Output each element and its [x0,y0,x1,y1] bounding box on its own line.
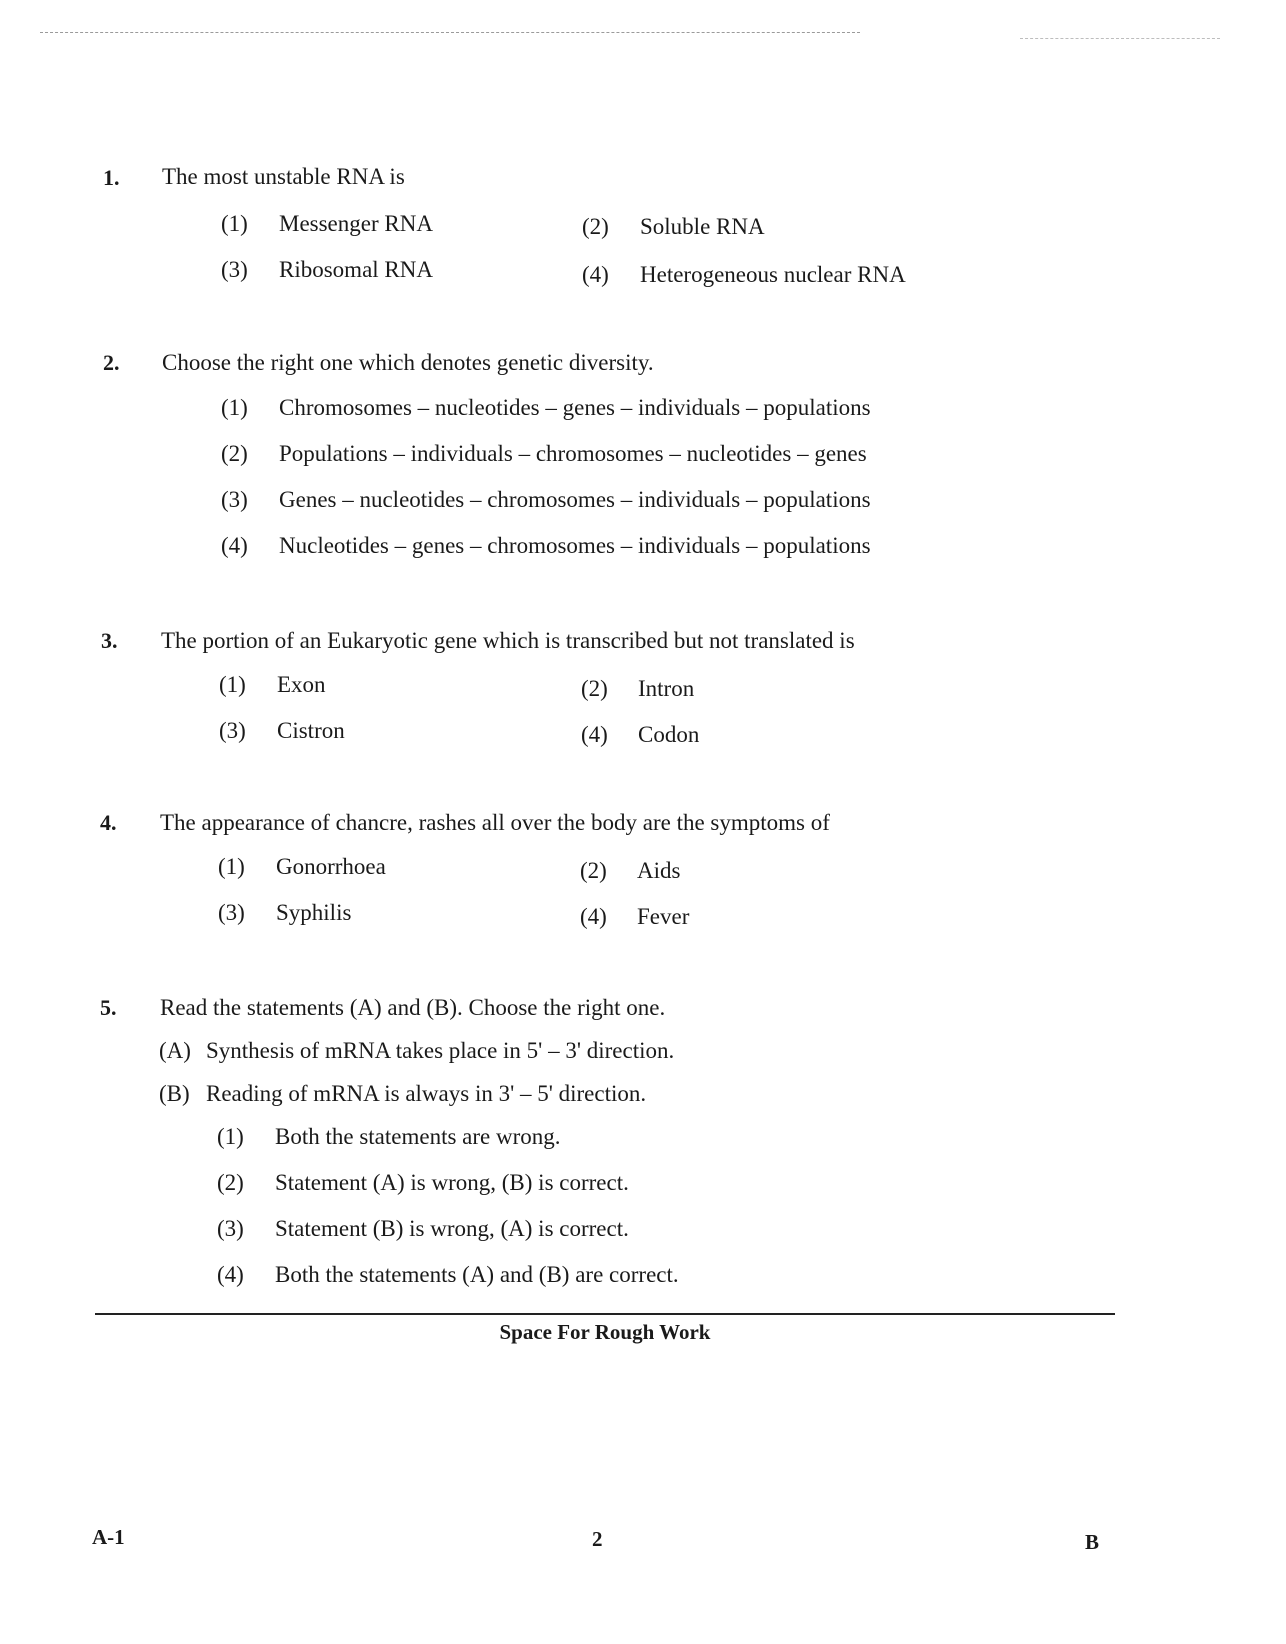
option-text: Statement (B) is wrong, (A) is correct. [275,1216,629,1241]
footer-code: A-1 [92,1525,125,1549]
option-number: (1) [218,854,245,879]
question-number: 1. [103,165,120,190]
option-number: (3) [219,718,246,743]
statement-text: Synthesis of mRNA takes place in 5' – 3' direction. [206,1038,675,1063]
option-text: Chromosomes – nucleotides – genes – individuals – populations [279,395,871,420]
question-text: Read the statements (A) and (B). Choose the right one. [160,995,666,1020]
option-text: Messenger RNA [279,211,433,236]
statement-label: (B) [159,1081,190,1106]
question-text: The appearance of chancre, rashes all over the body are the symptoms of [160,810,830,835]
option-text: Exon [277,672,326,697]
option-text: Populations – individuals – chromosomes – nucleotides – genes [279,441,867,466]
question-number: 5. [100,995,117,1020]
option-text: Syphilis [276,900,352,925]
option-number: (3) [221,487,248,512]
option-number: (4) [581,722,608,747]
option-number: (4) [221,533,248,558]
option-number: (1) [219,672,246,697]
option-number: (3) [217,1216,244,1241]
rough-work-heading: Space For Rough Work [499,1320,711,1344]
option-number: (3) [218,900,245,925]
option-number: (4) [217,1262,244,1287]
option-text: Heterogeneous nuclear RNA [640,262,906,287]
question-text: Choose the right one which denotes genetic diversity. [162,350,654,375]
booklet-series: B [1085,1530,1100,1554]
option-number: (3) [221,257,248,282]
question-text: The portion of an Eukaryotic gene which is transcribed but not translated is [161,628,855,653]
scan-artifact-line [40,32,860,33]
option-number: (1) [221,395,248,420]
option-number: (4) [582,262,609,287]
page-number: 2 [592,1527,603,1551]
option-text: Soluble RNA [640,214,765,239]
option-text: Both the statements are wrong. [275,1124,561,1149]
option-number: (2) [581,676,608,701]
option-number: (2) [582,214,609,239]
question-number: 2. [103,350,120,375]
option-number: (1) [217,1124,244,1149]
option-text: Nucleotides – genes – chromosomes – individuals – populations [279,533,871,558]
option-text: Statement (A) is wrong, (B) is correct. [275,1170,629,1195]
option-text: Gonorrhoea [276,854,386,879]
question-number: 3. [101,628,118,653]
option-number: (2) [221,441,248,466]
option-text: Intron [638,676,695,701]
option-number: (2) [580,858,607,883]
option-text: Codon [638,722,700,747]
option-text: Both the statements (A) and (B) are correct. [275,1262,679,1287]
scan-artifact-line [1020,38,1220,39]
divider-line [95,1313,1115,1315]
question-text: The most unstable RNA is [162,164,405,189]
statement-label: (A) [159,1038,191,1063]
option-number: (1) [221,211,248,236]
option-text: Cistron [277,718,345,743]
option-number: (2) [217,1170,244,1195]
option-number: (4) [580,904,607,929]
option-text: Fever [637,904,690,929]
option-text: Ribosomal RNA [279,257,433,282]
option-text: Aids [637,858,681,883]
statement-text: Reading of mRNA is always in 3' – 5' direction. [206,1081,647,1106]
question-number: 4. [100,810,117,835]
option-text: Genes – nucleotides – chromosomes – individuals – populations [279,487,871,512]
